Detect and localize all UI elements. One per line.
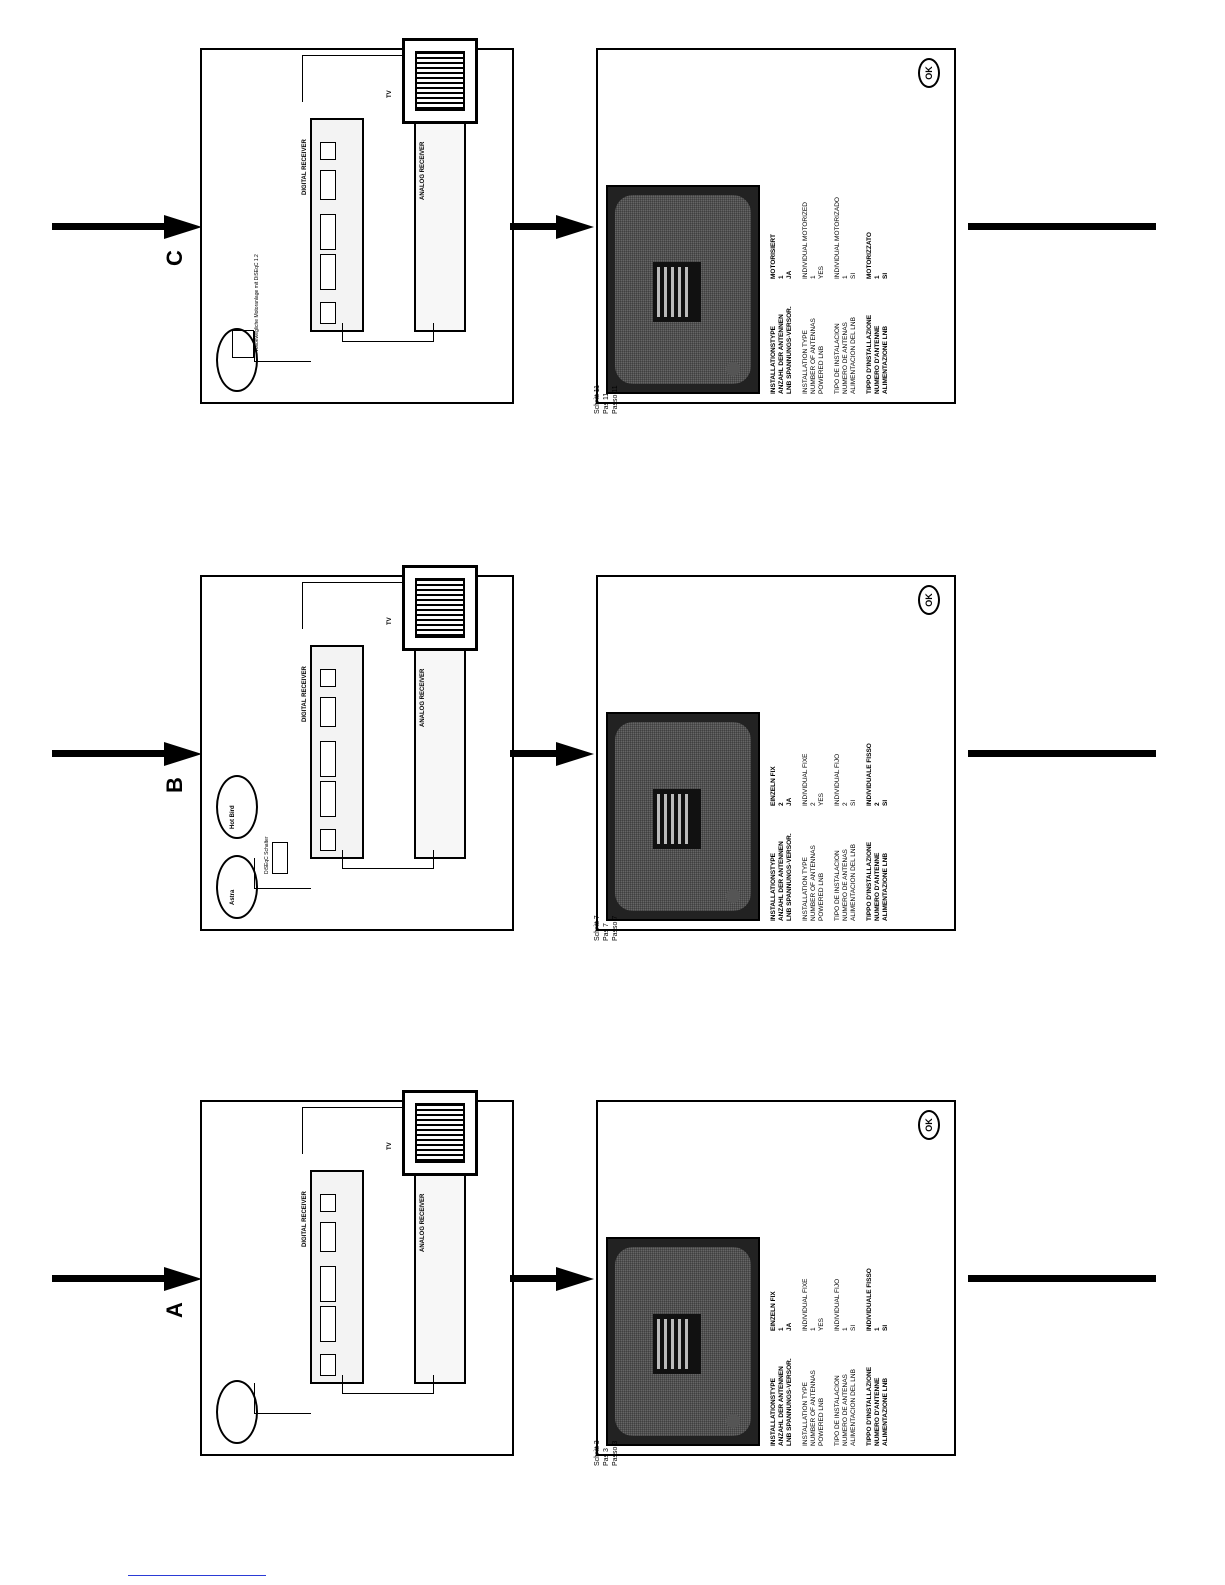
tv-monitor <box>606 185 760 394</box>
install-screen-canvas <box>598 50 954 402</box>
tv-set <box>402 1090 478 1176</box>
setting-value: INDIVIDUAL FIJO <box>834 1278 841 1331</box>
settings-row <box>818 1231 826 1446</box>
link-cable <box>342 323 434 342</box>
settings-group <box>802 706 826 921</box>
settings-row <box>866 1231 874 1446</box>
section-letter: A <box>162 1302 187 1318</box>
settings-row <box>874 706 882 921</box>
setting-value: 1 <box>842 275 849 279</box>
coax-cable <box>254 858 311 889</box>
setting-key: ALIMENTAZIONE LNB <box>882 325 889 394</box>
setting-value: 1 <box>778 275 785 279</box>
coax-cable <box>254 1383 311 1414</box>
arrow-head-mid <box>556 1267 594 1291</box>
settings-row <box>778 179 786 394</box>
settings-row <box>834 706 842 921</box>
setting-key: ALIMENTACION DEL LNB <box>850 317 857 394</box>
setting-key: ANZAHL DER ANTENNEN <box>778 1366 785 1446</box>
settings-list <box>770 1231 898 1446</box>
arrow-head-mid <box>556 742 594 766</box>
setting-value: 2 <box>778 802 785 806</box>
setting-key: INSTALLATIONSTYPE <box>770 1377 777 1446</box>
setting-key: TIPPO D'INSTALLAZIONE <box>866 314 873 394</box>
scart-port <box>320 170 336 200</box>
setting-key: LNB SPANNUNGS-VERSOR. <box>786 833 793 921</box>
settings-group <box>866 706 890 921</box>
step-labels <box>593 1440 620 1466</box>
setting-key: NUMERO DE ANTENAS <box>842 849 849 921</box>
settings-row <box>850 706 858 921</box>
setting-value: SI <box>850 1324 857 1331</box>
brand-logo-icon <box>726 362 740 376</box>
arrow-line-in <box>52 750 164 757</box>
ok-button-icon: OK <box>918 58 940 88</box>
step-labels <box>593 915 620 941</box>
settings-row <box>778 1231 786 1446</box>
settings-row <box>786 179 794 394</box>
analog-label: ANALOG RECEIVER <box>420 668 426 727</box>
setting-key: POWERED LNB <box>818 1397 825 1446</box>
section-b <box>0 575 1225 941</box>
digital-receiver <box>302 1170 364 1384</box>
setting-key: NUMERO D'ANTENNE <box>874 1377 881 1446</box>
setting-key: NUMERO D'ANTENNE <box>874 852 881 921</box>
settings-row <box>834 1231 842 1446</box>
setting-value: SI <box>882 799 889 806</box>
tv-label: TV <box>387 617 393 625</box>
digital-receiver <box>302 118 364 332</box>
setting-value: INDIVIDUAL FIJO <box>834 753 841 806</box>
setting-key: POWERED LNB <box>818 345 825 394</box>
setting-value: JA <box>786 1322 793 1331</box>
osd-menu <box>653 262 701 322</box>
arrow-line-mid <box>510 223 556 230</box>
settings-row <box>874 1231 882 1446</box>
setting-key: INSTALLATION TYPE <box>802 857 809 921</box>
settings-row <box>802 1231 810 1446</box>
diagram-canvas <box>202 1102 512 1454</box>
setting-value: 2 <box>874 802 881 806</box>
setting-key: NUMBER OF ANTENNAS <box>810 318 817 394</box>
power-port <box>320 1194 336 1212</box>
connection-diagram-panel <box>200 48 514 404</box>
settings-group <box>770 179 794 394</box>
setting-value: 1 <box>874 275 881 279</box>
satellite-dish-icon <box>216 1380 258 1444</box>
receiver-label: DIGITAL RECEIVER <box>302 666 308 722</box>
settings-row <box>850 179 858 394</box>
setting-key: TIPPO D'INSTALLAZIONE <box>866 841 873 921</box>
setting-value: YES <box>818 792 825 806</box>
tv-set <box>402 565 478 651</box>
install-screen-canvas <box>598 1102 954 1454</box>
settings-row <box>770 179 778 394</box>
tv-label: TV <box>387 90 393 98</box>
settings-row <box>882 706 890 921</box>
settings-row <box>842 706 850 921</box>
step-label: Passo 3 <box>612 1440 619 1466</box>
tv-label: TV <box>387 1142 393 1150</box>
setting-value: 2 <box>810 802 817 806</box>
settings-group <box>866 179 890 394</box>
arrow-line-out <box>968 750 1156 757</box>
setting-key: ALIMENTACION DEL LNB <box>850 844 857 921</box>
motor-mount <box>232 330 254 358</box>
setting-value: YES <box>818 265 825 279</box>
setting-key: ANZAHL DER ANTENNEN <box>778 314 785 394</box>
tv-cable <box>302 1107 403 1154</box>
dish2-label: Hot Bird <box>230 805 236 829</box>
settings-row <box>810 179 818 394</box>
install-screen-panel <box>594 575 956 941</box>
analog-label: ANALOG RECEIVER <box>420 1193 426 1252</box>
setting-key: INSTALLATION TYPE <box>802 1382 809 1446</box>
settings-group <box>802 1231 826 1446</box>
step-label: Passo 7 <box>612 915 619 941</box>
setting-value: 2 <box>842 802 849 806</box>
section-letter: C <box>162 250 187 266</box>
settings-row <box>866 706 874 921</box>
step-label: Schritt 3 <box>594 1440 601 1466</box>
scart-port <box>320 741 336 777</box>
section-a <box>0 1100 1225 1466</box>
tv-screen <box>415 1103 465 1163</box>
setting-value: 1 <box>810 1327 817 1331</box>
arrow-head-mid <box>556 215 594 239</box>
settings-group <box>834 179 858 394</box>
settings-row <box>810 1231 818 1446</box>
setting-value: INDIVIDUAL MOTORIZED <box>802 202 809 279</box>
setting-key: NUMBER OF ANTENNAS <box>810 845 817 921</box>
settings-row <box>786 706 794 921</box>
scart-port <box>320 254 336 290</box>
settings-row <box>802 706 810 921</box>
step-label: Passo 11 <box>612 385 619 414</box>
settings-group <box>866 1231 890 1446</box>
tv-monitor <box>606 1237 760 1446</box>
arrow-line-out <box>968 223 1156 230</box>
analog-label: ANALOG RECEIVER <box>420 141 426 200</box>
link-cable <box>342 850 434 869</box>
setting-key: ANZAHL DER ANTENNEN <box>778 841 785 921</box>
scart-port <box>320 697 336 727</box>
power-port <box>320 142 336 160</box>
setting-value: MOTORIZZATO <box>866 232 873 279</box>
satellite-dish-icon <box>216 775 258 839</box>
arrow-line-out <box>968 1275 1156 1282</box>
setting-key: NUMERO DE ANTENAS <box>842 1374 849 1446</box>
link-cable <box>342 1375 434 1394</box>
tv-cable <box>302 55 403 102</box>
tv-cable <box>302 582 403 629</box>
scart-port <box>320 1266 336 1302</box>
settings-group <box>834 706 858 921</box>
settings-row <box>850 1231 858 1446</box>
analog-receiver <box>414 118 466 332</box>
setting-value: SI <box>850 799 857 806</box>
setting-key: NUMBER OF ANTENNAS <box>810 1370 817 1446</box>
settings-group <box>834 1231 858 1446</box>
setting-value: INDIVIDUALE FISSO <box>866 743 873 806</box>
setting-key: INSTALLATION TYPE <box>802 330 809 394</box>
settings-row <box>842 1231 850 1446</box>
setting-value: YES <box>818 1317 825 1331</box>
ok-button-icon: OK <box>918 1110 940 1140</box>
tv-screen <box>415 578 465 638</box>
setting-value: MOTORISIERT <box>770 233 777 279</box>
digital-receiver <box>302 645 364 859</box>
dish1-label: Astra <box>230 889 236 905</box>
arrow-line-mid <box>510 1275 556 1282</box>
setting-value: 1 <box>842 1327 849 1331</box>
setting-key: NUMERO DE ANTENAS <box>842 322 849 394</box>
settings-row <box>770 1231 778 1446</box>
setting-value: JA <box>786 270 793 279</box>
step-label: Schritt 7 <box>594 915 601 941</box>
osd-menu <box>653 789 701 849</box>
settings-row <box>882 1231 890 1446</box>
scart-port <box>320 214 336 250</box>
step-label: Schritt 11 <box>594 384 601 414</box>
setting-value: 1 <box>874 1327 881 1331</box>
install-screen-panel <box>594 48 956 414</box>
setting-value: INDIVIDUAL MOTORIZADO <box>834 197 841 279</box>
install-screen-canvas <box>598 577 954 929</box>
scart-port <box>320 829 336 851</box>
arrow-line-mid <box>510 750 556 757</box>
analog-receiver <box>414 645 466 859</box>
power-port <box>320 669 336 687</box>
scart-port <box>320 1354 336 1376</box>
setting-key: ALIMENTAZIONE LNB <box>882 1377 889 1446</box>
settings-row <box>810 706 818 921</box>
settings-list <box>770 706 898 921</box>
connection-diagram-panel <box>200 575 514 931</box>
setting-key: TIPPO D'INSTALLAZIONE <box>866 1366 873 1446</box>
setting-key: ALIMENTAZIONE LNB <box>882 852 889 921</box>
mount-label: Vollbewegliche Motoranlage mit DiSEqC 1.2 <box>254 254 260 352</box>
settings-row <box>818 706 826 921</box>
setting-value: INDIVIDUALE FISSO <box>866 1268 873 1331</box>
scart-port <box>320 302 336 324</box>
setting-key: INSTALLATIONSTYPE <box>770 852 777 921</box>
analog-receiver <box>414 1170 466 1384</box>
tv-set <box>402 38 478 124</box>
setting-value: 1 <box>810 275 817 279</box>
ok-button-icon: OK <box>918 585 940 615</box>
settings-row <box>778 706 786 921</box>
settings-row <box>866 179 874 394</box>
receiver-label: DIGITAL RECEIVER <box>302 1191 308 1247</box>
footer-link-underline <box>128 1575 266 1576</box>
arrow-line-in <box>52 1275 164 1282</box>
tv-screen <box>415 51 465 111</box>
install-screen-panel <box>594 1100 956 1466</box>
diagram-canvas <box>202 50 512 402</box>
step-label: Pas 7 <box>603 923 610 941</box>
setting-value: 1 <box>778 1327 785 1331</box>
settings-row <box>874 179 882 394</box>
settings-group <box>770 706 794 921</box>
step-label: Pas 3 <box>603 1448 610 1466</box>
setting-value: INDIVIDUAL FIXE <box>802 1278 809 1331</box>
arrow-head-in <box>164 1267 202 1291</box>
diagram-canvas <box>202 577 512 929</box>
setting-key: ALIMENTACION DEL LNB <box>850 1369 857 1446</box>
arrow-head-in <box>164 742 202 766</box>
settings-row <box>786 1231 794 1446</box>
arrow-line-in <box>52 223 164 230</box>
setting-key: INSTALLATIONSTYPE <box>770 325 777 394</box>
setting-value: SI <box>882 272 889 279</box>
setting-value: SI <box>850 272 857 279</box>
satellite-dish-icon <box>216 855 258 919</box>
setting-value: INDIVIDUAL FIXE <box>802 753 809 806</box>
settings-row <box>882 179 890 394</box>
section-letter: B <box>162 777 187 793</box>
settings-row <box>834 179 842 394</box>
setting-key: LNB SPANNUNGS-VERSOR. <box>786 1358 793 1446</box>
setting-value: EINZELN FIX <box>770 766 777 806</box>
settings-row <box>818 179 826 394</box>
receiver-label: DIGITAL RECEIVER <box>302 139 308 195</box>
setting-value: EINZELN FIX <box>770 1291 777 1331</box>
settings-row <box>770 706 778 921</box>
brand-logo-icon <box>726 889 740 903</box>
scart-port <box>320 1222 336 1252</box>
tv-monitor <box>606 712 760 921</box>
connection-diagram-panel <box>200 1100 514 1456</box>
scart-port <box>320 1306 336 1342</box>
settings-row <box>802 179 810 394</box>
osd-menu <box>653 1314 701 1374</box>
step-label: Pas 11 <box>603 392 610 414</box>
setting-key: POWERED LNB <box>818 872 825 921</box>
coax-cable <box>254 331 311 362</box>
setting-key: NUMERO D'ANTENNE <box>874 325 881 394</box>
setting-key: TIPO DE INSTALACION <box>834 323 841 394</box>
setting-key: LNB SPANNUNGS-VERSOR. <box>786 306 793 394</box>
setting-value: JA <box>786 797 793 806</box>
setting-key: TIPO DE INSTALACION <box>834 1375 841 1446</box>
setting-key: TIPO DE INSTALACION <box>834 850 841 921</box>
step-labels <box>593 385 620 414</box>
settings-group <box>770 1231 794 1446</box>
settings-group <box>802 179 826 394</box>
settings-list <box>770 179 898 394</box>
brand-logo-icon <box>726 1414 740 1428</box>
settings-row <box>842 179 850 394</box>
scart-port <box>320 781 336 817</box>
arrow-head-in <box>164 215 202 239</box>
section-c <box>0 48 1225 414</box>
setting-value: SI <box>882 1324 889 1331</box>
switch-label: DiSEqC Schalter <box>264 836 270 874</box>
